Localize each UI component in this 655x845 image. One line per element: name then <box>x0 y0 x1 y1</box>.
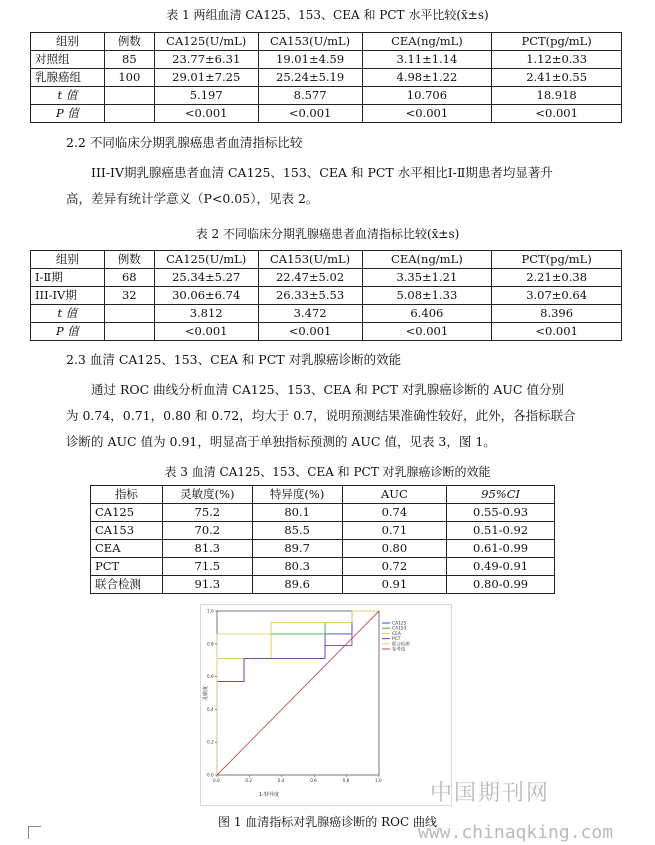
table-row <box>31 305 622 323</box>
table-cell: 8.396 <box>492 305 622 323</box>
table-cell: 80.1 <box>252 504 342 522</box>
table-cell: 89.6 <box>252 576 342 594</box>
table-cell: CA125 <box>91 504 163 522</box>
table-cell: <0.001 <box>154 323 258 341</box>
table-cell: 联合检测 <box>91 576 163 594</box>
section-2-2-paragraph-line: 高，差异有统计学意义（P<0.05），见表 2。 <box>66 191 319 206</box>
table-cell: 32 <box>104 287 154 305</box>
table-row <box>91 558 555 576</box>
table2-header: 组别 <box>31 251 105 269</box>
table3-caption: 表 3 血清 CA125、153、CEA 和 PCT 对乳腺癌诊断的效能 <box>164 465 491 479</box>
table-row <box>31 269 622 287</box>
x-tick-label: 0.8 <box>342 778 350 783</box>
watermark-url: www.chinaqking.com <box>418 822 614 843</box>
legend-label: PCT <box>392 637 401 643</box>
table1-header: 组别 <box>31 33 105 51</box>
table-row <box>31 51 622 69</box>
table-cell: 乳腺癌组 <box>31 69 105 87</box>
roc-figure <box>200 604 452 806</box>
table-cell: 0.80-0.99 <box>447 576 555 594</box>
table1-header: PCT(pg/mL) <box>492 33 622 51</box>
table-cell: 26.33±5.53 <box>258 287 362 305</box>
table-cell: 0.55-0.93 <box>447 504 555 522</box>
table-cell: t 值 <box>31 87 105 105</box>
table1-header-row <box>31 33 622 51</box>
table-cell: 2.21±0.38 <box>492 269 622 287</box>
table-cell: 对照组 <box>31 51 105 69</box>
section-2-3-paragraph-line: 通过 ROC 曲线分析血清 CA125、153、CEA 和 PCT 对乳腺癌诊断的 AUC 值分别 <box>91 382 564 397</box>
table-row <box>31 287 622 305</box>
figure1-caption: 图 1 血清指标对乳腺癌诊断的 ROC 曲线 <box>218 815 437 829</box>
table-row <box>91 540 555 558</box>
table-row <box>31 105 622 123</box>
table-cell: 75.2 <box>162 504 252 522</box>
x-axis-label: 1-特异度 <box>259 792 279 798</box>
table3-header: 特异度(%) <box>252 486 342 504</box>
table1-header: CA125(U/mL) <box>154 33 258 51</box>
table-row <box>31 87 622 105</box>
table2-header: PCT(pg/mL) <box>492 251 622 269</box>
legend-label: CA125 <box>392 621 407 627</box>
table-cell: Ⅰ-Ⅱ期 <box>31 269 105 287</box>
section-2-2-paragraph-line: III-IV期乳腺癌患者血清 CA125、153、CEA 和 PCT 水平相比Ⅰ-Ⅱ期患者均显著升 <box>91 165 553 180</box>
table-cell: 0.80 <box>342 540 447 558</box>
legend-label: CEA <box>392 631 401 637</box>
table-cell: 70.2 <box>162 522 252 540</box>
table1 <box>30 32 622 123</box>
table-cell: 85.5 <box>252 522 342 540</box>
table-cell: <0.001 <box>258 105 362 123</box>
table-cell: 81.3 <box>162 540 252 558</box>
table-cell: CEA <box>91 540 163 558</box>
table3-header-row <box>91 486 555 504</box>
table-cell: <0.001 <box>492 323 622 341</box>
table3-header: 灵敏度(%) <box>162 486 252 504</box>
table-row <box>91 504 555 522</box>
table-cell: 25.24±5.19 <box>258 69 362 87</box>
table-cell: 23.77±6.31 <box>154 51 258 69</box>
y-tick-label: 0.8 <box>207 641 214 647</box>
table-cell: 18.918 <box>492 87 622 105</box>
table-cell: <0.001 <box>362 323 492 341</box>
y-axis-label: 灵敏度 <box>203 685 209 701</box>
table2-header: CEA(ng/mL) <box>362 251 492 269</box>
table-row <box>31 323 622 341</box>
table-row <box>31 69 622 87</box>
y-tick-label: 0.2 <box>207 739 214 745</box>
table-cell: 0.51-0.92 <box>447 522 555 540</box>
table2-header: CA125(U/mL) <box>154 251 258 269</box>
table-cell: <0.001 <box>492 105 622 123</box>
legend-label: CA153 <box>392 626 407 632</box>
table-cell: 29.01±7.25 <box>154 69 258 87</box>
table3-header: AUC <box>342 486 447 504</box>
table-cell: 3.07±0.64 <box>492 287 622 305</box>
table-cell: PCT <box>91 558 163 576</box>
y-tick-label: 0.0 <box>207 772 214 778</box>
table-cell: 25.34±5.27 <box>154 269 258 287</box>
table-cell: <0.001 <box>258 323 362 341</box>
table1-header: 例数 <box>104 33 154 51</box>
table-cell: 10.706 <box>362 87 492 105</box>
table-cell: 3.35±1.21 <box>362 269 492 287</box>
section-2-3-paragraph-line: 诊断的 AUC 值为 0.91，明显高于单独指标预测的 AUC 值，见表 3，图 1。 <box>66 434 496 449</box>
x-tick-label: 0.4 <box>277 778 285 783</box>
table-cell: 3.11±1.14 <box>362 51 492 69</box>
section-2-3-heading: 2.3 血清 CA125、153、CEA 和 PCT 对乳腺癌诊断的效能 <box>66 352 402 367</box>
table-cell <box>104 87 154 105</box>
table-cell: 5.08±1.33 <box>362 287 492 305</box>
table-cell <box>104 323 154 341</box>
table-cell: 91.3 <box>162 576 252 594</box>
table1-caption: 表 1 两组血清 CA125、153、CEA 和 PCT 水平比较(x̄±s) <box>166 8 489 22</box>
table-cell: 71.5 <box>162 558 252 576</box>
table-cell: 3.812 <box>154 305 258 323</box>
table-cell <box>104 305 154 323</box>
table-cell: 0.49-0.91 <box>447 558 555 576</box>
table-row <box>91 522 555 540</box>
legend-label: 参考线 <box>392 647 406 653</box>
table-cell: 8.577 <box>258 87 362 105</box>
table-cell: III-IV期 <box>31 287 105 305</box>
roc-chart <box>201 605 451 805</box>
table3-header: 指标 <box>91 486 163 504</box>
x-tick-label: 0.0 <box>213 778 220 783</box>
table-row <box>91 576 555 594</box>
table-cell: 0.91 <box>342 576 447 594</box>
x-tick-label: 0.2 <box>245 778 253 783</box>
legend-label: 联合检测 <box>392 642 410 648</box>
y-tick-label: 0.6 <box>207 674 214 680</box>
table-cell: 68 <box>104 269 154 287</box>
x-tick-label: 1.0 <box>375 778 382 783</box>
table-cell: P 值 <box>31 105 105 123</box>
table-cell: 85 <box>104 51 154 69</box>
x-tick-label: 0.6 <box>310 778 317 783</box>
table-cell: <0.001 <box>154 105 258 123</box>
table-cell: t 值 <box>31 305 105 323</box>
table3-header: 95%CI <box>447 486 555 504</box>
table-cell: 0.71 <box>342 522 447 540</box>
y-tick-label: 1.0 <box>207 608 214 614</box>
table2-caption: 表 2 不同临床分期乳腺癌患者血清指标比较(x̄±s) <box>195 227 460 241</box>
table-cell: 100 <box>104 69 154 87</box>
table3 <box>90 485 555 594</box>
table2-header: 例数 <box>104 251 154 269</box>
table2 <box>30 250 622 341</box>
table-cell: 2.41±0.55 <box>492 69 622 87</box>
table-cell: 80.3 <box>252 558 342 576</box>
page-corner-mark <box>28 826 41 839</box>
table-cell: 5.197 <box>154 87 258 105</box>
table-cell: 19.01±4.59 <box>258 51 362 69</box>
table-cell <box>104 105 154 123</box>
section-2-3-paragraph-line: 为 0.74，0.71，0.80 和 0.72，均大于 0.7，说明预测结果准确性较好，此外，各指标联合 <box>66 408 576 423</box>
table1-header: CA153(U/mL) <box>258 33 362 51</box>
table-cell: P 值 <box>31 323 105 341</box>
table-cell: 4.98±1.22 <box>362 69 492 87</box>
section-2-2-heading: 2.2 不同临床分期乳腺癌患者血清指标比较 <box>66 135 303 150</box>
table1-header: CEA(ng/mL) <box>362 33 492 51</box>
table-cell: 22.47±5.02 <box>258 269 362 287</box>
table-cell: 30.06±6.74 <box>154 287 258 305</box>
table-cell: <0.001 <box>362 105 492 123</box>
table-cell: 6.406 <box>362 305 492 323</box>
table-cell: 0.72 <box>342 558 447 576</box>
y-tick-label: 0.4 <box>207 706 214 712</box>
table-cell: 1.12±0.33 <box>492 51 622 69</box>
table2-header: CA153(U/mL) <box>258 251 362 269</box>
watermark-logo-text: 中国期刊网 <box>430 781 551 806</box>
table-cell: CA153 <box>91 522 163 540</box>
table-cell: 0.61-0.99 <box>447 540 555 558</box>
table-cell: 0.74 <box>342 504 447 522</box>
table-cell: 89.7 <box>252 540 342 558</box>
table-cell: 3.472 <box>258 305 362 323</box>
table2-header-row <box>31 251 622 269</box>
